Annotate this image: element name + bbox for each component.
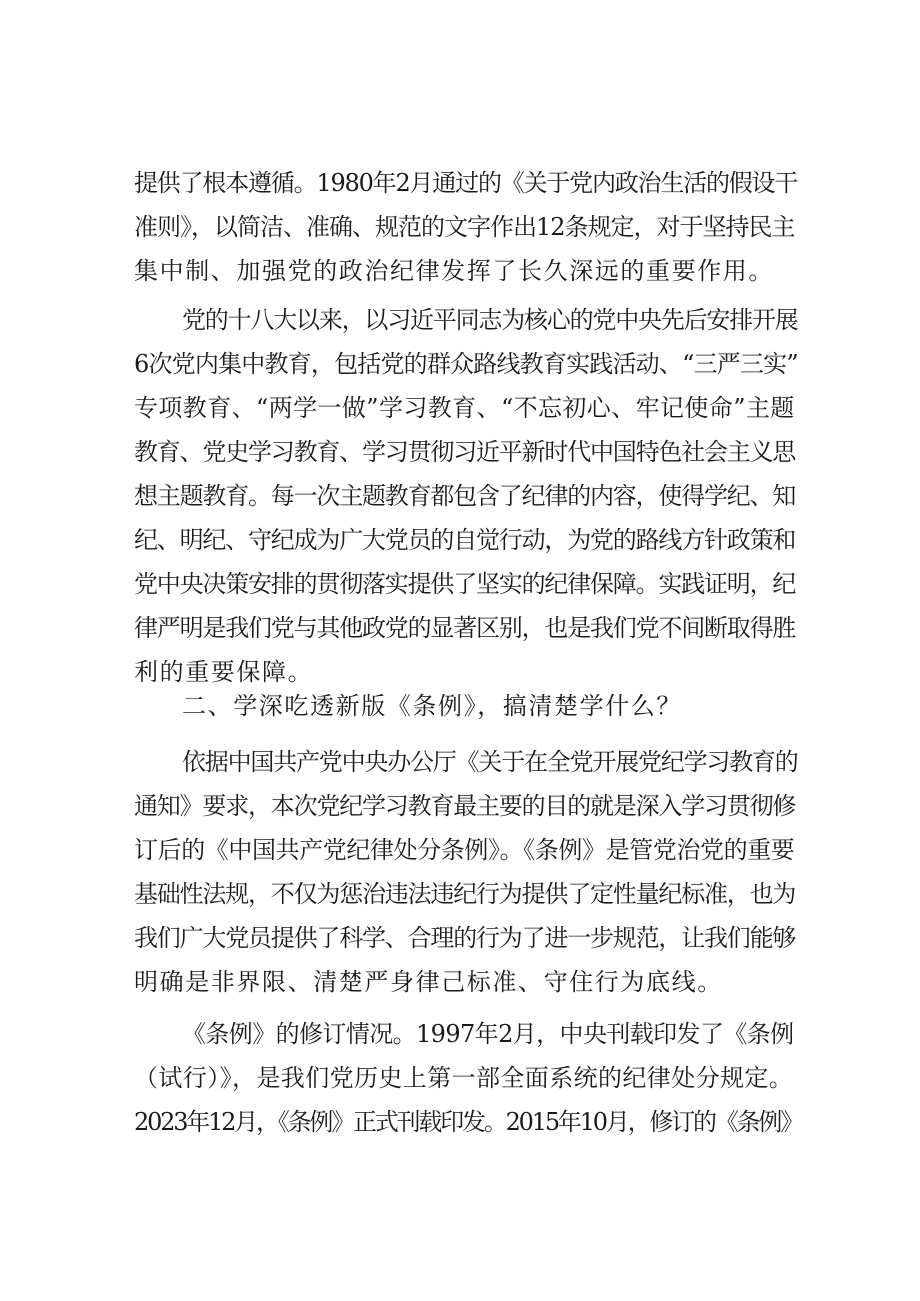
paragraph-line: 准则》，以简洁、准确、规范的文字作出12条规定，对于坚持民主 [134, 213, 795, 241]
paragraph-line: 想主题教育。每一次主题教育都包含了纪律的内容，使得学纪、知 [134, 482, 796, 510]
section-heading [134, 684, 798, 728]
paragraph-line: 6次党内集中教育，包括党的群众路线教育实践活动、“三严三实” [134, 350, 798, 378]
paragraph-line: 集中制、加强党的政治纪律发挥了长久深远的重要作用。 [134, 257, 774, 285]
paragraph-4 [134, 1012, 803, 1144]
section-heading-text: 二、学深吃透新版《条例》，搞清楚学什么？ [182, 692, 682, 720]
paragraph-2 [134, 298, 798, 694]
paragraph-line: 基础性法规，不仅为惩治违法违纪行为提供了定性量纪标准，也为 [134, 880, 796, 908]
paragraph-1 [134, 161, 798, 293]
paragraph-line: （试行）》，是我们党历史上第一部全面系统的纪律处分规定。 [134, 1064, 794, 1092]
paragraph-line: 《条例》的修订情况。1997年2月，中央刊载印发了《条例 [182, 1020, 794, 1048]
paragraph-line: 纪、明纪、守纪成为广大党员的自觉行动，为党的路线方针政策和 [134, 526, 796, 554]
paragraph-line: 2023年12月，《条例》正式刊载印发。2015年10月，修订的《条例》 [134, 1108, 803, 1136]
paragraph-line: 律严明是我们党与其他政党的显著区别，也是我们党不间断取得胜 [134, 614, 796, 642]
paragraph-line: 提供了根本遵循。1980年2月通过的《关于党内政治生活的假设干 [134, 169, 798, 197]
paragraph-line: 通知》要求，本次党纪学习教育最主要的目的就是深入学习贯彻修 [134, 792, 796, 820]
paragraph-line: 明确是非界限、清楚严身律己标准、守住行为底线。 [134, 968, 723, 996]
paragraph-line: 党中央决策安排的贯彻落实提供了坚实的纪律保障。实践证明，纪 [134, 570, 796, 598]
paragraph-line: 我们广大党员提供了科学、合理的行为了进一步规范，让我们能够 [134, 924, 796, 952]
paragraph-line: 教育、党史学习教育、学习贯彻习近平新时代中国特色社会主义思 [134, 438, 796, 466]
paragraph-line: 依据中国共产党中央办公厅《关于在全党开展党纪学习教育的 [182, 748, 798, 776]
paragraph-line: 利的重要保障。 [134, 658, 314, 686]
paragraph-3 [134, 740, 798, 1004]
paragraph-line: 党的十八大以来，以习近平同志为核心的党中央先后安排开展 [182, 306, 798, 334]
paragraph-line: 订后的《中国共产党纪律处分条例》。《条例》是管党治党的重要 [134, 836, 795, 864]
paragraph-line: 专项教育、“两学一做”学习教育、“不忘初心、牢记使命”主题 [134, 394, 795, 422]
